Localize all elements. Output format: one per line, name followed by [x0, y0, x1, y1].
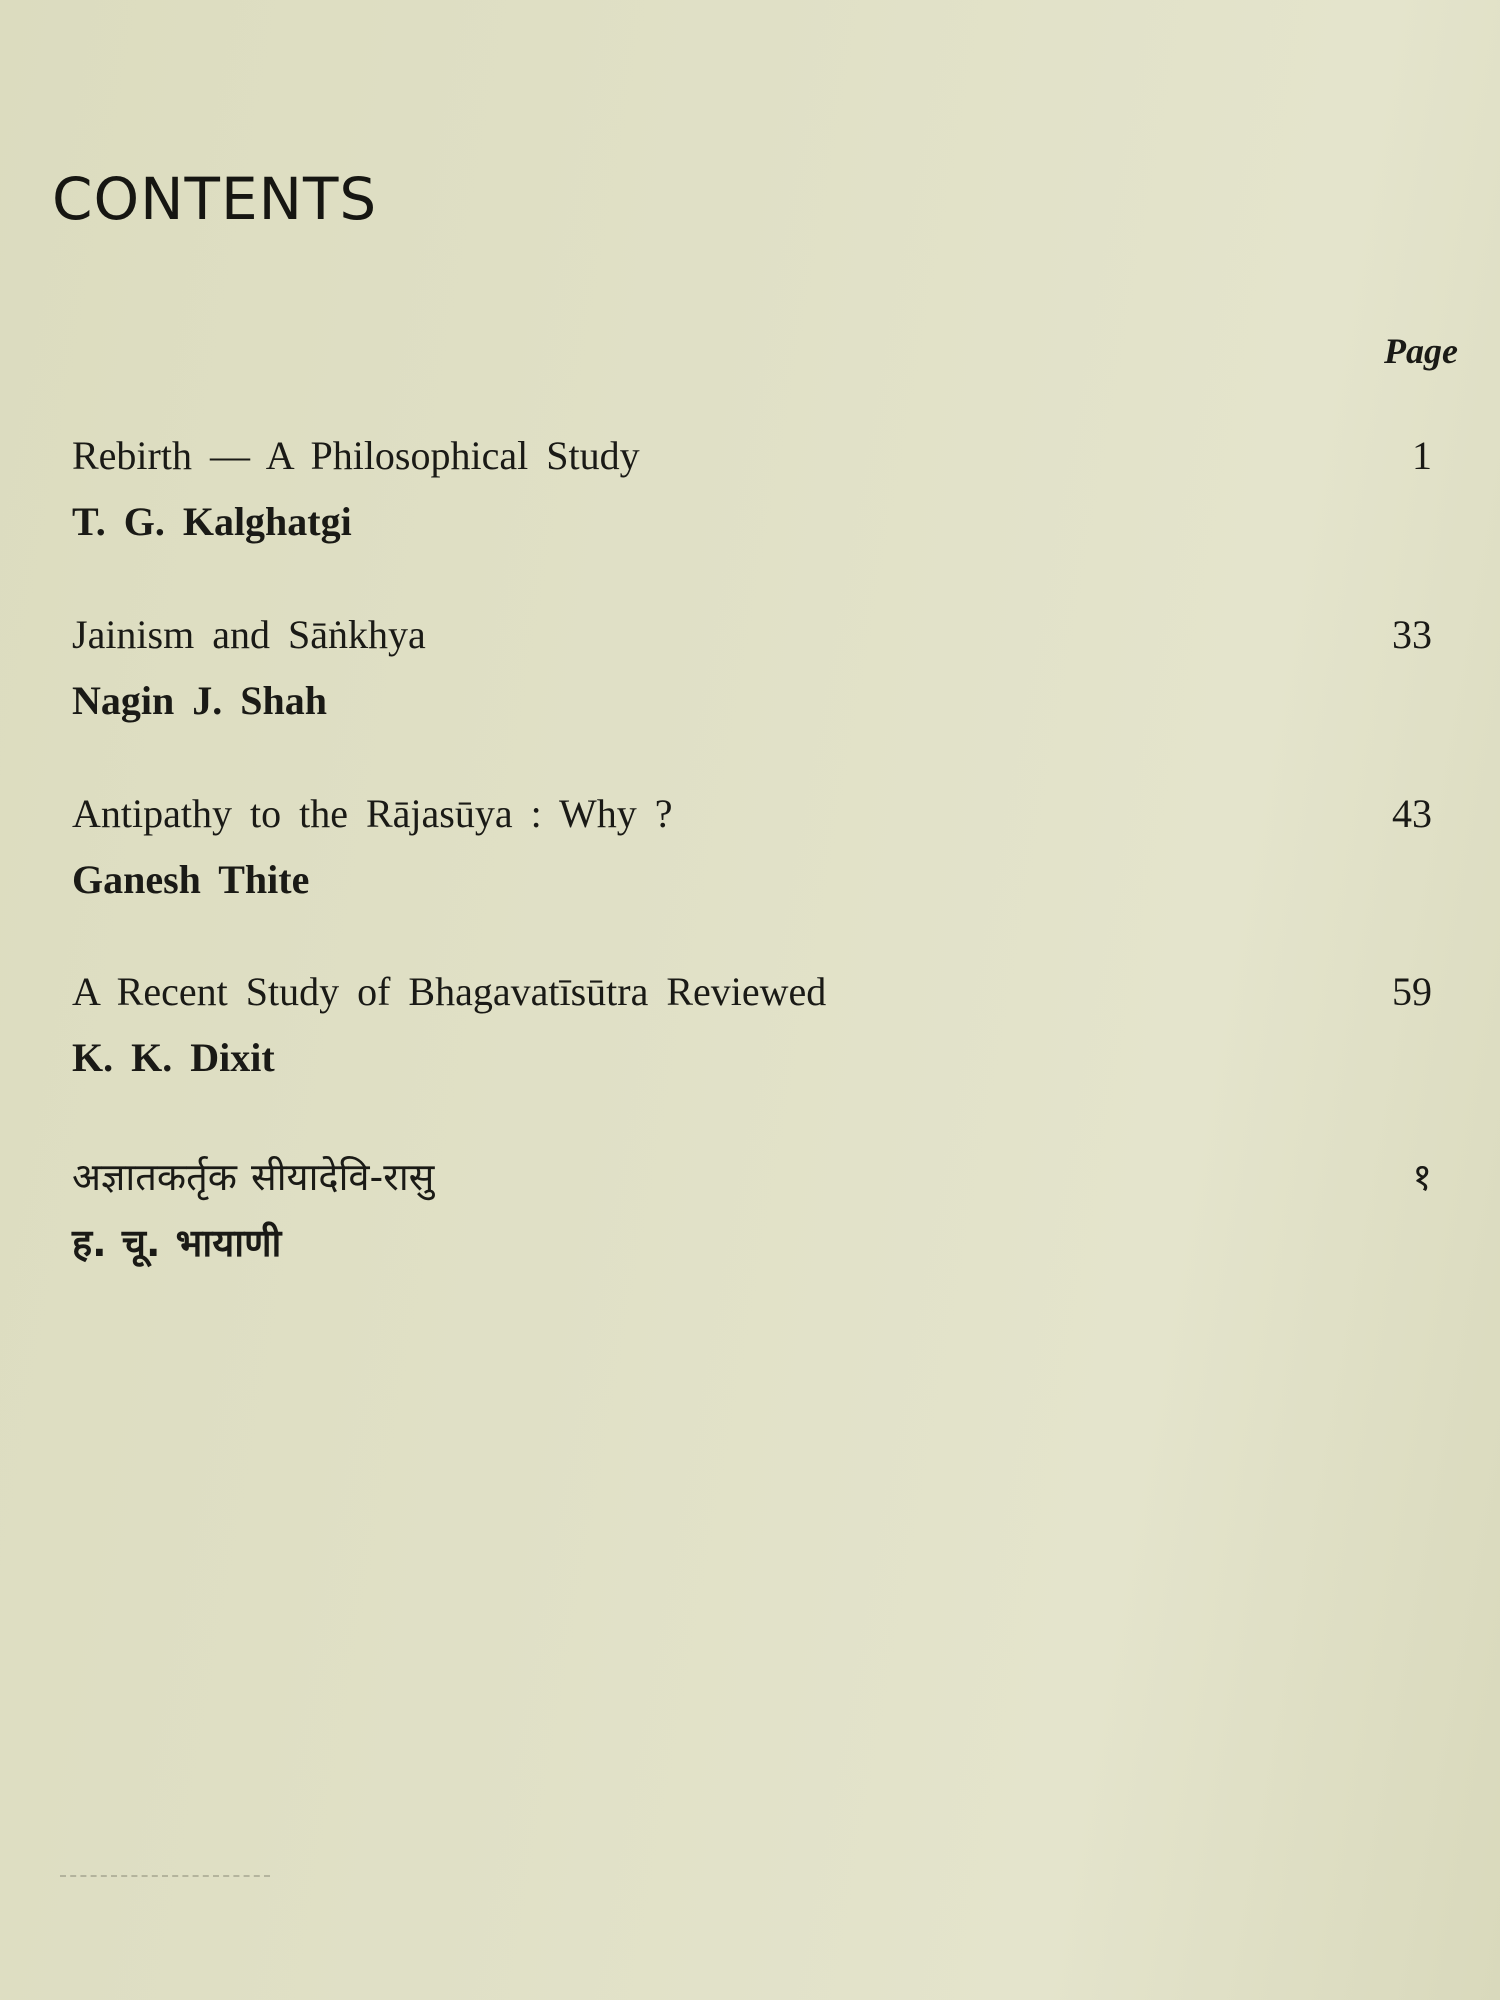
entry-page-number: १ — [1412, 1155, 1432, 1199]
toc-entry — [72, 432, 1432, 582]
contents-heading: CONTENTS — [52, 165, 378, 233]
toc-entry — [72, 611, 1432, 761]
entry-title: Antipathy to the Rājasūya : Why ? — [72, 791, 673, 836]
entry-title: अज्ञातकर्तृक सीयादेवि-रासु — [72, 1155, 435, 1199]
toc-entry — [72, 1150, 1432, 1300]
entry-author: Nagin J. Shah — [72, 678, 327, 723]
page-column-label: Page — [1384, 331, 1458, 371]
entry-author: T. G. Kalghatgi — [72, 499, 352, 544]
entry-page-number: 43 — [1392, 791, 1432, 836]
toc-entry — [72, 968, 1432, 1118]
entry-author: ह. चू. भायाणी — [72, 1221, 282, 1265]
entry-author: K. K. Dixit — [72, 1035, 275, 1080]
entry-author: Ganesh Thite — [72, 857, 310, 902]
entry-page-number: 1 — [1412, 433, 1432, 478]
entry-page-number: 33 — [1392, 612, 1432, 657]
entry-page-number: 59 — [1392, 969, 1432, 1014]
entry-title: Rebirth — A Philosophical Study — [72, 433, 640, 478]
entry-title: A Recent Study of Bhagavatīsūtra Reviewed — [72, 969, 827, 1014]
toc-entry — [72, 790, 1432, 940]
footer-rule — [60, 1875, 270, 1877]
entry-title: Jainism and Sāṅkhya — [72, 612, 426, 657]
